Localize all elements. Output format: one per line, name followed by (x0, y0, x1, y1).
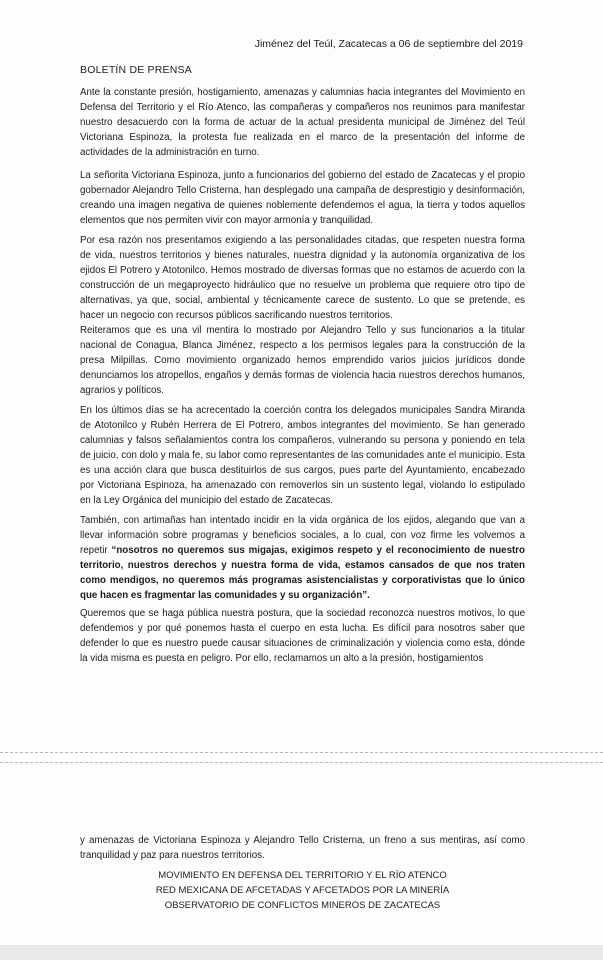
paragraph-8: y amenazas de Victoriana Espinoza y Alejandro Tello Cristerna, un freno a sus mentiras, así como tranquilidad y paz para nuestros territorios. (80, 835, 525, 861)
paragraph-6 (80, 513, 525, 603)
paragraph-6-quote: “nosotros no queremos sus migajas, exigimos respeto y el reconocimiento de nuestro territorio, nuestros derechos y nuestra forma de vida, estamos cansados de que nos traten como mendigos, no queremos más programas asistencialistas y corporativistas que lo único que hacen es fragmentar las comunidades y su organización”. (80, 545, 525, 601)
page-break-line-top (0, 752, 603, 753)
signature-line-3: OBSERVATORIO DE CONFLICTOS MINEROS DE ZACATECAS (164, 900, 441, 911)
paragraph-1: Ante la constante presión, hostigamiento, amenazas y calumnias hacia integrantes del Movimiento en Defensa del Territorio y el Río Atenco, las compañeras y compañeros nos reunimos para manifestar nuestro desacuerdo con la forma de actuar de la actual presidenta municipal de Jiménez del Teúl Victoriana Espinoza, la protesta fue realizada en el marco de la presentación del informe de actividades de la administración en turno. (80, 87, 525, 158)
signature-line-1: MOVIMIENTO EN DEFENSA DEL TERRITORIO Y EL RÍO ATENCO (158, 870, 447, 881)
paragraph-2: La señorita Victoriana Espinoza, junto a funcionarios del gobierno del estado de Zacatecas y el propio gobernador Alejandro Tello Cristerna, han desplegado una campaña de desprestigio y desinformación, creando una imagen negativa de quienes noblemente defendemos el agua, la tierra y todos aquellos elementos que nos permiten vivir con mayor armonía y tranquilidad. (80, 170, 525, 226)
paragraph-7: Queremos que se haga pública nuestra postura, que la sociedad reconozca nuestros motivos, lo que defendemos y por qué ponemos hasta el cuerpo en esta lucha. Es difícil para nosotros saber que defender lo que es nuestro puede causar situaciones de criminalización y violencia como esta, dónde la vida misma es puesta en peligro. Por ello, reclamamos un alto a la presión, hostigamientos (80, 608, 525, 664)
paragraph-4: Reiteramos que es una vil mentira lo mostrado por Alejandro Tello y sus funcionarios a la titular nacional de Conagua, Blanca Jiménez, respecto a los permisos legales para la construcción de la presa Milpillas. Como movimiento organizado hemos emprendido varios juicios jurídicos donde denunciamos los atropellos, engaños y demás formas de violencia hacia nuestros derechos humanos, agrarios y políticos. (80, 325, 525, 396)
paragraph-6-intro: También, con artimañas han intentado incidir en la vida orgánica de los ejidos, alegando que van a llevar información sobre programas y beneficios sociales, a lo cual, con voz firme les volvemos a repetir (80, 515, 525, 556)
date-line: Jiménez del Teúl, Zacatecas a 06 de septiembre del 2019 (254, 38, 523, 50)
signature-line-2: RED MEXICANA DE AFCETADAS Y AFCETADOS POR LA MINERÍA (155, 885, 450, 896)
page-break (0, 752, 603, 764)
bottom-shade (0, 945, 603, 960)
signatures (80, 868, 525, 913)
paragraph-3: Por esa razón nos presentamos exigiendo a las personalidades citadas, que respeten nuestra forma de vida, nuestros territorios y bienes naturales, nuestra dignidad y la autonomía organizativa de los ejidos El Potrero y Atotonilco. Hemos mostrado de diversas formas que no estamos de acuerdo con la construcción de un megaproyecto hidráulico que no resuelve un problema que requiere otro tipo de alternativas, ya que, social, ambiental y técnicamente carece de sustento. Lo que se pretende, es hacer un negocio con recursos públicos sacrificando nuestros territorios. (80, 235, 525, 321)
paragraph-5: En los últimos días se ha acrecentado la coerción contra los delegados municipales Sandra Miranda de Atotonilco y Rubén Herrera de El Potrero, ambos integrantes del movimiento. Se han generado calumnias y falsos señalamientos contra los compañeros, vulnerando su persona y poniendo en tela de juicio, con dolo y mala fe, su labor como representantes de las comunidades ante el municipio. Esta es una acción clara que busca destituirlos de sus cargos, pues parte del Ayuntamiento, encabezado por Victoriana Espinoza, ha amenazado con removerlos sin un sustento legal, violando lo estipulado en la Ley Orgánica del municipio del estado de Zacatecas. (80, 405, 525, 506)
page-break-line-bottom (0, 762, 603, 763)
document-title: BOLETÍN DE PRENSA (80, 64, 192, 76)
